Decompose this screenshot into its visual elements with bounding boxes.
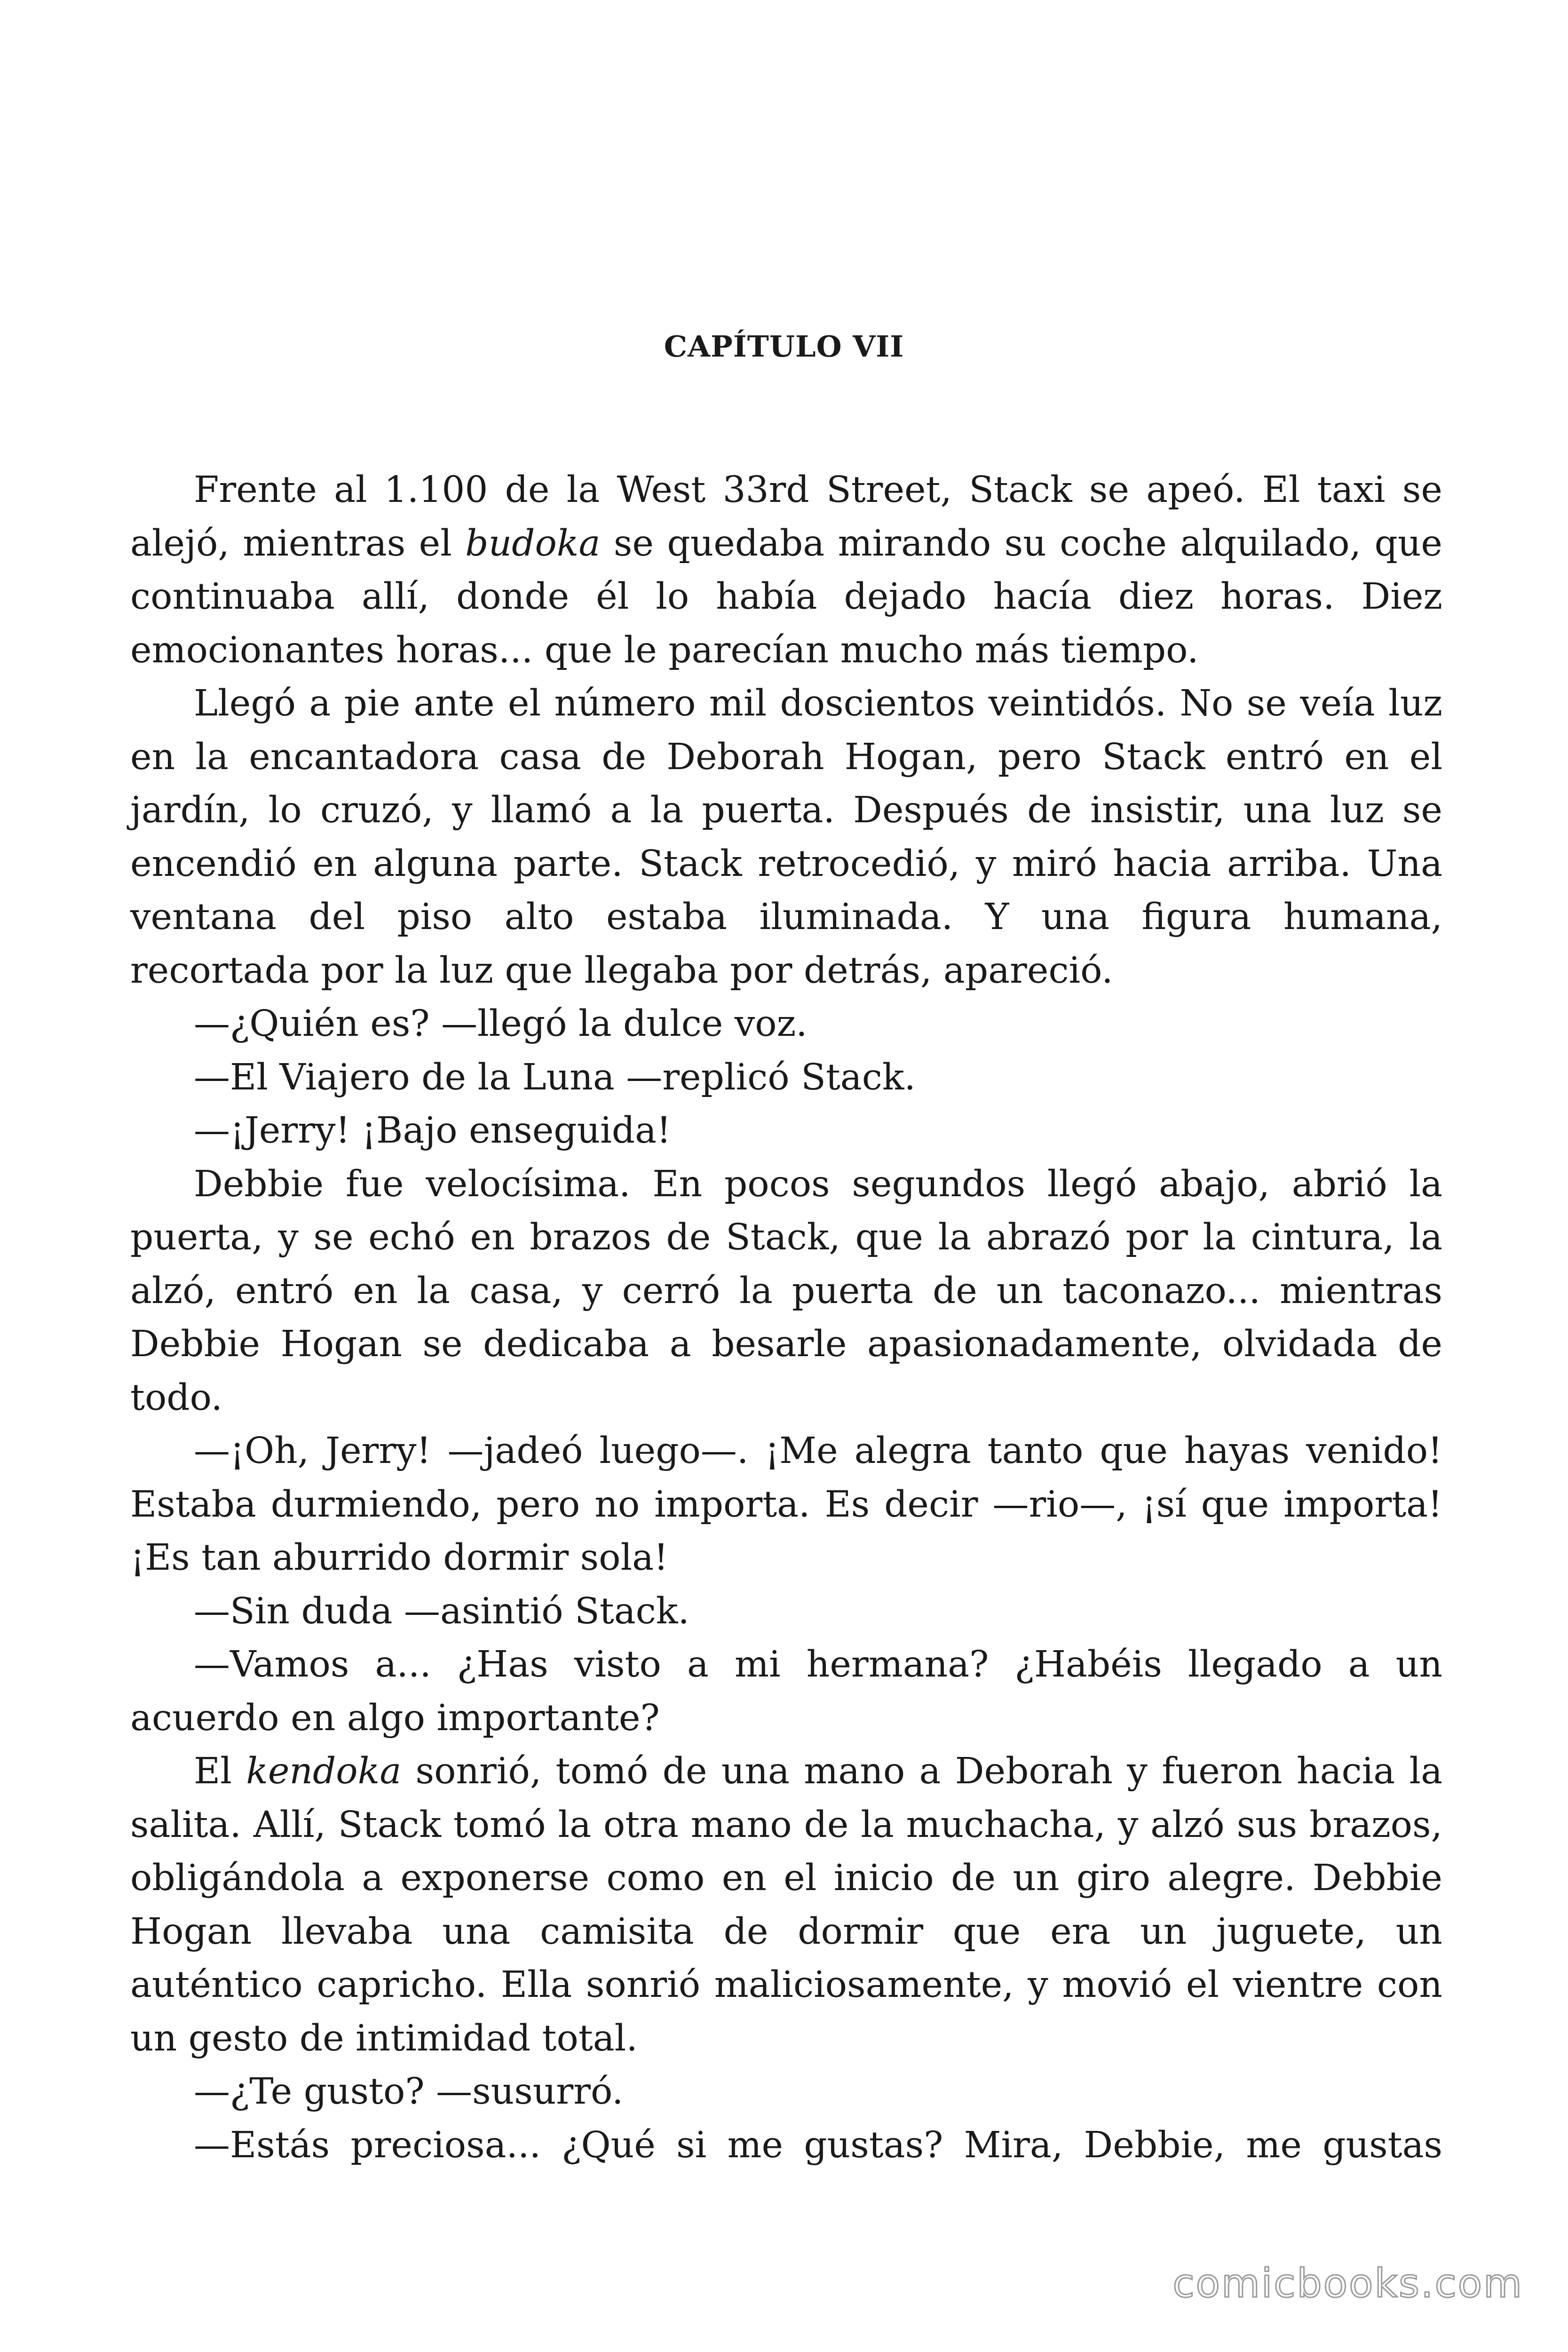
text-run: —¿Te gusto? —susurró. [194, 2071, 624, 2113]
text-run: El [194, 1750, 246, 1792]
dialogue-line [130, 2119, 1442, 2172]
text-run: —Sin duda —asintió Stack. [194, 1590, 689, 1632]
text-run: —Vamos a... ¿Has visto a mi hermana? ¿Habéis llegado a un acuerdo en algo importante? [130, 1644, 1442, 1739]
text-run: Frente al 1.100 de la West 33rd Street, Stack se apeó. El taxi se alejó, mientras el [130, 469, 1442, 564]
paragraph [130, 463, 1442, 677]
dialogue-line [130, 997, 1442, 1051]
chapter-title: CAPÍTULO VII [664, 329, 904, 364]
text-run: —Estás preciosa... ¿Qué si me gustas? Mira, Debbie, me gustas [194, 2124, 1442, 2166]
dialogue-line [130, 1585, 1442, 1638]
text-run: —El Viajero de la Luna —replicó Stack. [194, 1056, 916, 1098]
text-run: Debbie fue velocísima. En pocos segundos llegó abajo, abrió la puerta, y se echó en brazos de Stack, que la abrazó por la cintura, la alzó, entró en la casa, y cerró la puerta de un taconazo... mientras Debbie Hogan se dedicaba a besarle apasionadamente, olvidada de todo. [130, 1163, 1442, 1419]
dialogue-line [130, 1638, 1442, 1745]
watermark: comicbooks.com [1172, 2260, 1523, 2306]
italic-term: budoka [465, 522, 601, 564]
dialogue-line [130, 2065, 1442, 2119]
dialogue-line [130, 1051, 1442, 1104]
text-run: —¡Oh, Jerry! —jadeó luego—. ¡Me alegra tanto que hayas venido! Estaba durmiendo, pero no importa. Es decir —rio—, ¡sí que importa! ¡Es tan aburrido dormir sola! [130, 1430, 1442, 1579]
paragraph [130, 1158, 1442, 1425]
chapter-body [130, 463, 1442, 2172]
italic-term: kendoka [246, 1750, 402, 1792]
text-run: Llegó a pie ante el número mil doscientos veintidós. No se veía luz en la encantadora casa de Deborah Hogan, pero Stack entró en el jardín, lo cruzó, y llamó a la puerta. Después de insistir, una luz se encendió en alguna parte. Stack retrocedió, y miró hacia arriba. Una ventana del piso alto estaba iluminada. Y una figura humana, recortada por la luz que llegaba por detrás, apareció. [130, 683, 1442, 992]
dialogue-line [130, 1104, 1442, 1158]
dialogue-line [130, 1424, 1442, 1585]
paragraph [130, 677, 1442, 997]
text-run: —¿Quién es? —llegó la dulce voz. [194, 1003, 808, 1045]
text-run: —¡Jerry! ¡Bajo enseguida! [194, 1110, 671, 1152]
text-run: sonrió, tomó de una mano a Deborah y fueron hacia la salita. Allí, Stack tomó la otra mano de la muchacha, y alzó sus brazos, obligándola a exponerse como en el inicio de un giro alegre. Debbie Hogan llevaba una camisita de dormir que era un juguete, un auténtico capricho. Ella sonrió maliciosamente, y movió el vientre con un gesto de intimidad total. [130, 1750, 1443, 2059]
paragraph [130, 1745, 1442, 2065]
text-run: se quedaba mirando su coche alquilado, que continuaba allí, donde él lo había dejado hacía diez horas. Diez emocionantes horas... que le parecían mucho más tiempo. [130, 522, 1442, 671]
